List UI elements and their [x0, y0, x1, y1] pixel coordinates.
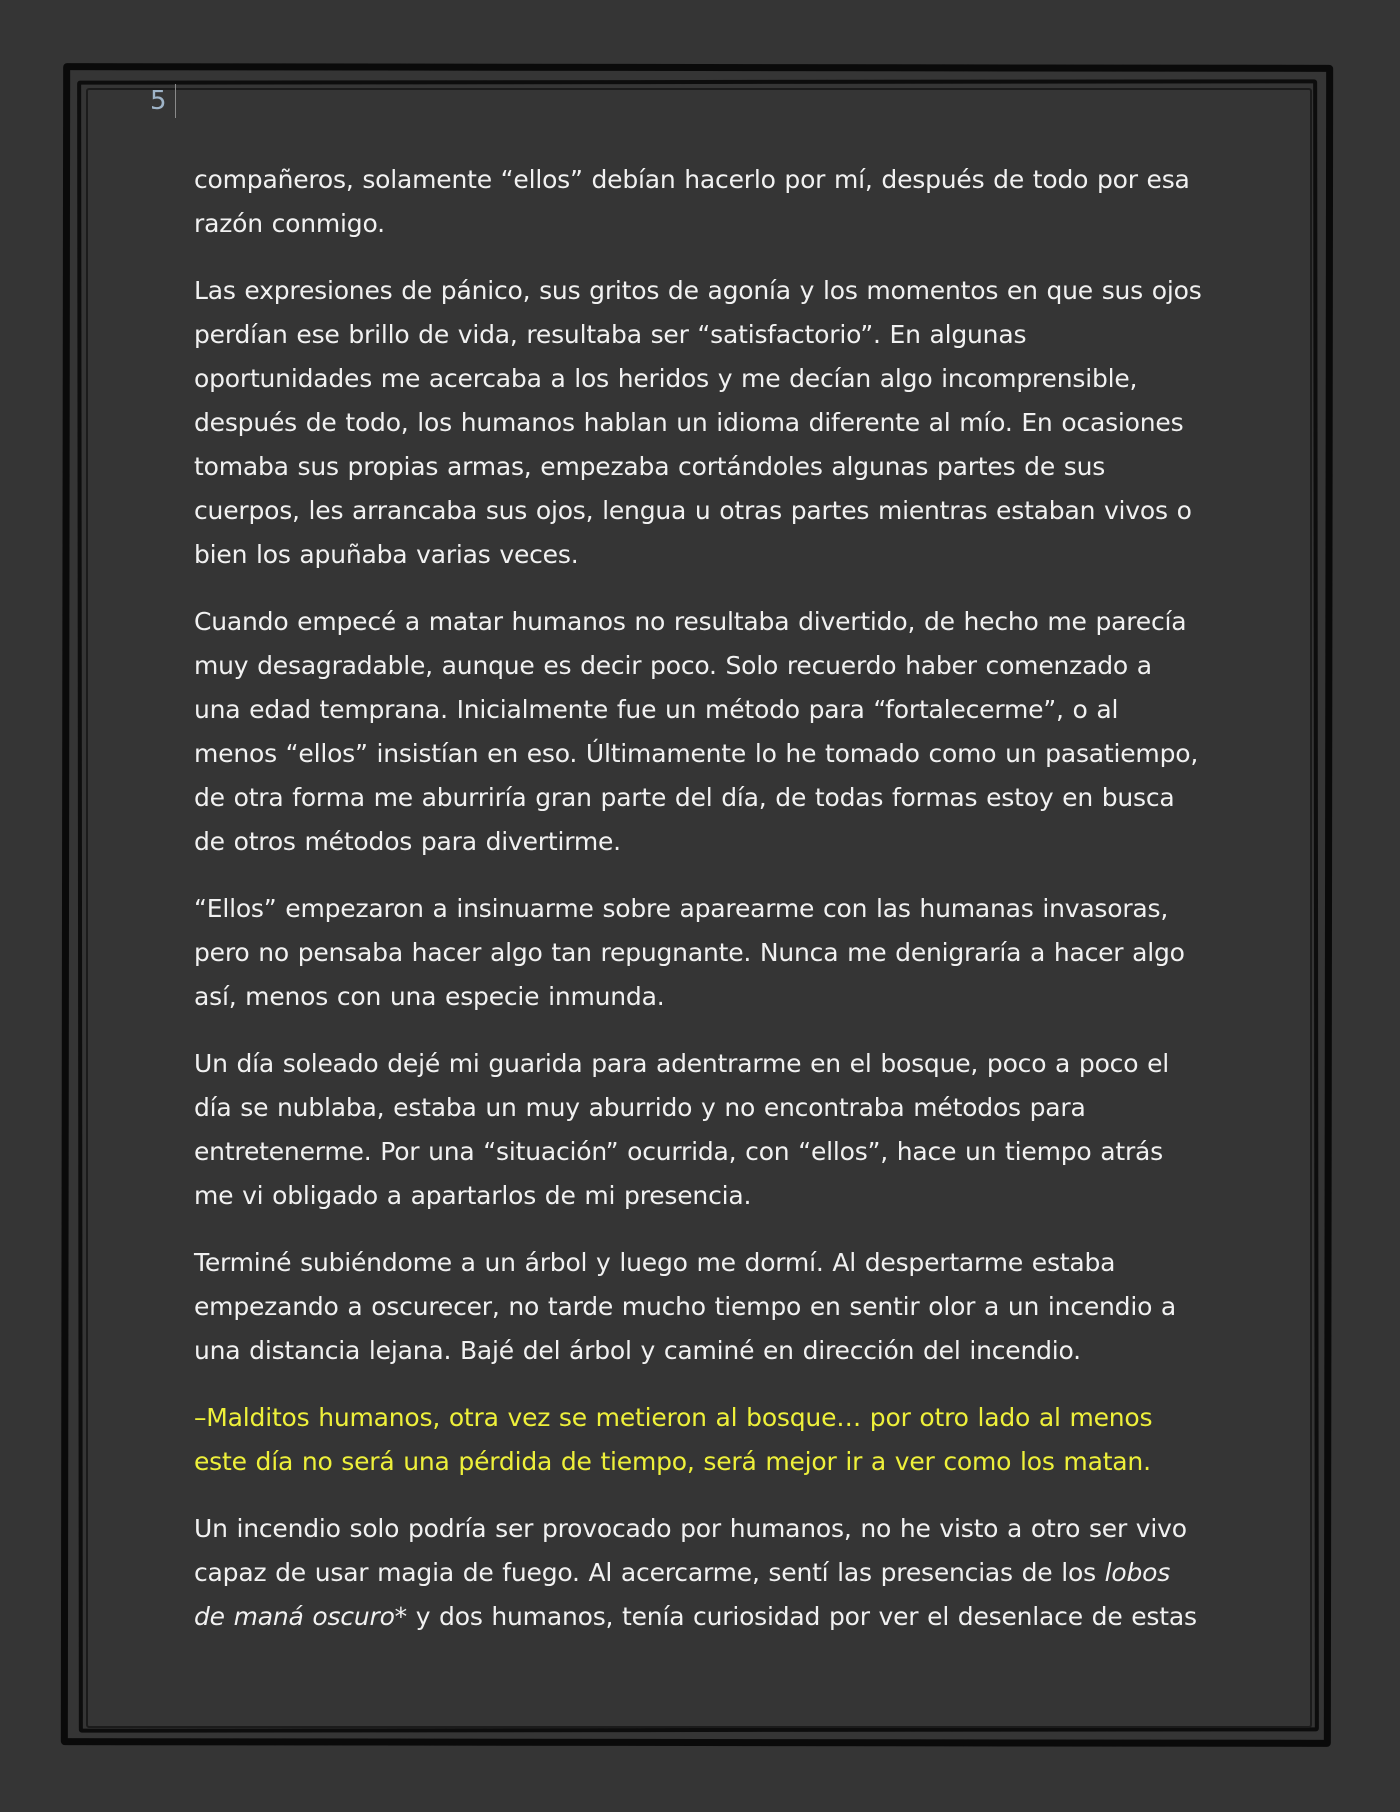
- paragraph-6: Terminé subiéndome a un árbol y luego me dormí. Al despertarme estaba empezando a oscurecer, no tarde mucho tiempo en sentir olor a un incendio a una distancia lejana. Bajé del árbol y caminé en dirección del incendio.: [194, 1248, 1177, 1365]
- paragraph-8-text-after: * y dos humanos, tenía curiosidad por ver el desenlace de estas: [394, 1602, 1197, 1631]
- italic-term: lobos de maná oscuro: [194, 1558, 1171, 1631]
- paragraph-1: compañeros, solamente “ellos” debían hacerlo por mí, después de todo por esa razón conmigo.: [194, 165, 1190, 238]
- paragraph-8: [194, 1507, 1206, 1639]
- dialogue-line: –Malditos humanos, otra vez se metieron al bosque… por otro lado al menos este día no será una pérdida de tiempo, será mejor ir a ver como los matan.: [194, 1403, 1153, 1476]
- paragraph-8-text-before: Un incendio solo podría ser provocado por humanos, no he visto a otro ser vivo capaz de usar magia de fuego. Al acercarme, sentí las presencias de los: [194, 1514, 1187, 1587]
- paragraph-2: Las expresiones de pánico, sus gritos de agonía y los momentos en que sus ojos perdían ese brillo de vida, resultaba ser “satisfactorio”. En algunas oportunidades me acercaba a los heridos y me decían algo incomprensible, después de todo, los humanos hablan un idioma diferente al mío. En ocasiones tomaba sus propias armas, empezaba cortándoles algunas partes de sus cuerpos, les arrancaba sus ojos, lengua u otras partes mientras estaban vivos o bien los apuñaba varias veces.: [194, 276, 1202, 569]
- page-number: 5: [150, 84, 176, 118]
- paragraph-5: Un día soleado dejé mi guarida para adentrarme en el bosque, poco a poco el día se nublaba, estaba un muy aburrido y no encontraba métodos para entretenerme. Por una “situación” ocurrida, con “ellos”, hace un tiempo atrás me vi obligado a apartarlos de mi presencia.: [194, 1049, 1170, 1210]
- paragraph-4: “Ellos” empezaron a insinuarme sobre aparearme con las humanas invasoras, pero no pensaba hacer algo tan repugnante. Nunca me denigraría a hacer algo así, menos con una especie inmunda.: [194, 894, 1185, 1011]
- paragraph-3: Cuando empecé a matar humanos no resultaba divertido, de hecho me parecía muy desagradable, aunque es decir poco. Solo recuerdo haber comenzado a una edad temprana. Inicialmente fue un método para “fortalecerme”, o al menos “ellos” insistían en eso. Últimamente lo he tomado como un pasatiempo, de otra forma me aburriría gran parte del día, de todas formas estoy en busca de otros métodos para divertirme.: [194, 607, 1199, 856]
- page-text: [194, 158, 1206, 1662]
